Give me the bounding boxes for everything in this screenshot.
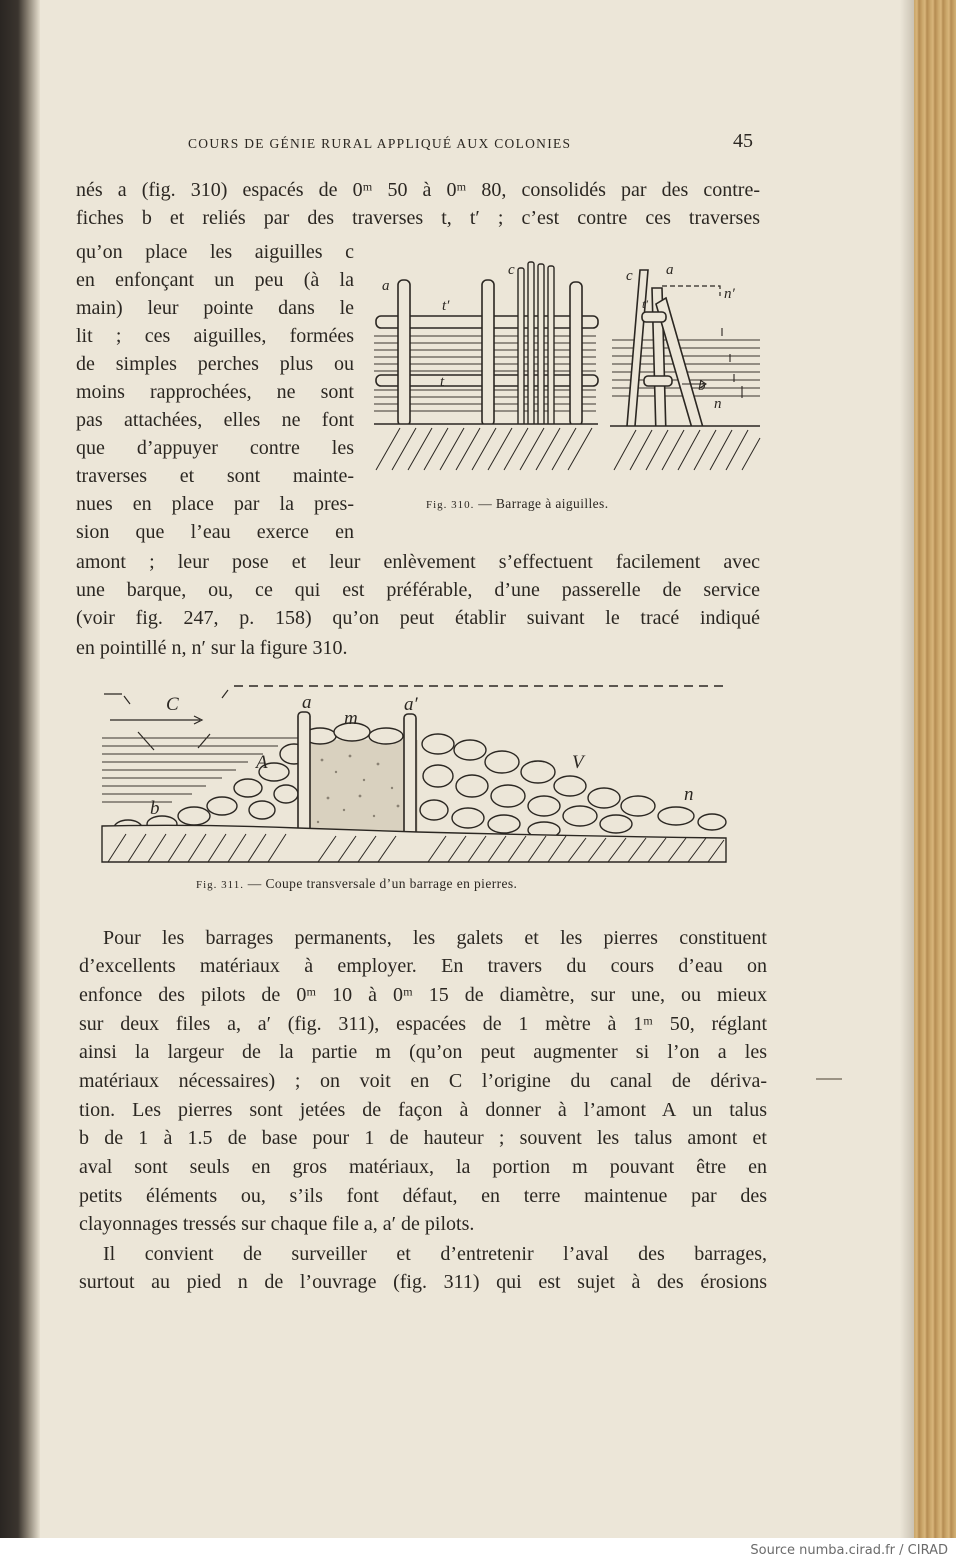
margin-mark	[816, 1078, 842, 1080]
text-line: tion. Les pierres sont jetées de façon à donner à l’amont A un talus	[79, 1099, 767, 1121]
text-line: clayonnages tressés sur chaque file a, a′ de pilots.	[79, 1213, 475, 1235]
fig310-label-a: a	[382, 278, 390, 294]
text-line: de simples perches plus ou	[76, 353, 354, 375]
fig311-label-C: C	[166, 694, 179, 715]
caption-figure-number: Fig. 310.	[426, 499, 475, 511]
text-line: (voir fig. 247, p. 158) qu’on peut établir suivant le tracé indiqué	[76, 607, 760, 629]
text-line: main) leur pointe dans le	[76, 297, 354, 319]
fig311-label-a: a	[302, 692, 312, 713]
fig310-label-n: n	[714, 396, 722, 412]
text-line: enfonce des pilots de 0ᵐ 10 à 0ᵐ 15 de diamètre, sur une, ou mieux	[79, 984, 767, 1006]
figure-311-caption	[196, 876, 517, 892]
figure-311-stone-dam-section	[98, 676, 730, 868]
fig310-label-n-prime: n′	[724, 286, 735, 302]
fig310-label-b: b	[698, 378, 706, 394]
text-line: b de 1 à 1.5 de base pour 1 de hauteur ; souvent les talus amont et	[79, 1127, 767, 1149]
text-line: nés a (fig. 310) espacés de 0ᵐ 50 à 0ᵐ 80, consolidés par des contre-	[76, 179, 760, 201]
text-line: ainsi la largeur de la partie m (qu’on peut augmenter si l’on a les	[79, 1041, 767, 1063]
fig310-label-t-prime-right: t′	[642, 297, 648, 311]
text-line: traverses et sont mainte-	[76, 465, 354, 487]
page-stack-edge	[914, 0, 956, 1538]
fig311-label-b: b	[150, 798, 160, 819]
text-line: d’excellents matériaux à employer. En travers du cours d’eau on	[79, 955, 767, 977]
figure-310-caption	[426, 496, 608, 512]
text-line: que d’appuyer contre les	[76, 437, 354, 459]
text-line: pas attachées, elles ne font	[76, 409, 354, 431]
text-line: lit ; ces aiguilles, formées	[76, 325, 354, 347]
text-line: surtout au pied n de l’ouvrage (fig. 311) qui est sujet à des érosions	[79, 1271, 767, 1293]
fig310-label-c-right: c	[626, 268, 633, 284]
source-credit: Source numba.cirad.fr / CIRAD	[750, 1543, 948, 1558]
text-line: Pour les barrages permanents, les galets et les pierres constituent	[103, 927, 767, 949]
text-line: petits éléments ou, s’ils font défaut, en terre maintenue par des	[79, 1185, 767, 1207]
fig311-label-V: V	[572, 752, 584, 773]
text-line: moins rapprochées, ne sont	[76, 381, 354, 403]
text-line: Il convient de surveiller et d’entretenir l’aval des barrages,	[103, 1243, 767, 1265]
fig311-label-m: m	[344, 708, 358, 729]
fig310-label-a-right: a	[666, 262, 674, 278]
fig310-label-c: c	[508, 262, 515, 278]
caption-title: — Barrage à aiguilles.	[478, 496, 609, 511]
running-header: COURS DE GÉNIE RURAL APPLIQUÉ AUX COLONIES	[188, 136, 572, 151]
text-line: une barque, ou, ce qui est préférable, d’une passerelle de service	[76, 579, 760, 601]
fig310-label-t: t	[440, 374, 445, 390]
fig311-label-a-prime: a′	[404, 694, 418, 715]
page-number: 45	[733, 130, 753, 152]
text-line: nues en place par la pres-	[76, 493, 354, 515]
text-line: en enfonçant un peu (à la	[76, 269, 354, 291]
fig310-label-t-prime: t′	[442, 298, 450, 314]
text-line: sur deux files a, a′ (fig. 311), espacées de 1 mètre à 1ᵐ 50, réglant	[79, 1013, 767, 1035]
fig311-label-A: A	[256, 752, 268, 773]
figure-310-needle-dam	[370, 258, 766, 474]
caption-title: — Coupe transversale d’un barrage en pierres.	[247, 876, 518, 891]
caption-figure-number: Fig. 311.	[196, 879, 245, 891]
text-line: matériaux nécessaires) ; on voit en C l’origine du canal de dériva-	[79, 1070, 767, 1092]
text-line: amont ; leur pose et leur enlèvement s’effectuent facilement avec	[76, 551, 760, 573]
text-line: aval sont seuls en gros matériaux, la portion m pouvant être en	[79, 1156, 767, 1178]
text-line: sion que l’eau exerce en	[76, 521, 354, 543]
fig311-label-n: n	[684, 784, 694, 805]
text-line: en pointillé n, n′ sur la figure 310.	[76, 637, 348, 659]
binding-edge	[0, 0, 40, 1538]
text-line: qu’on place les aiguilles c	[76, 241, 354, 263]
text-line: fiches b et reliés par des traverses t, t′ ; c’est contre ces traverses	[76, 207, 760, 229]
